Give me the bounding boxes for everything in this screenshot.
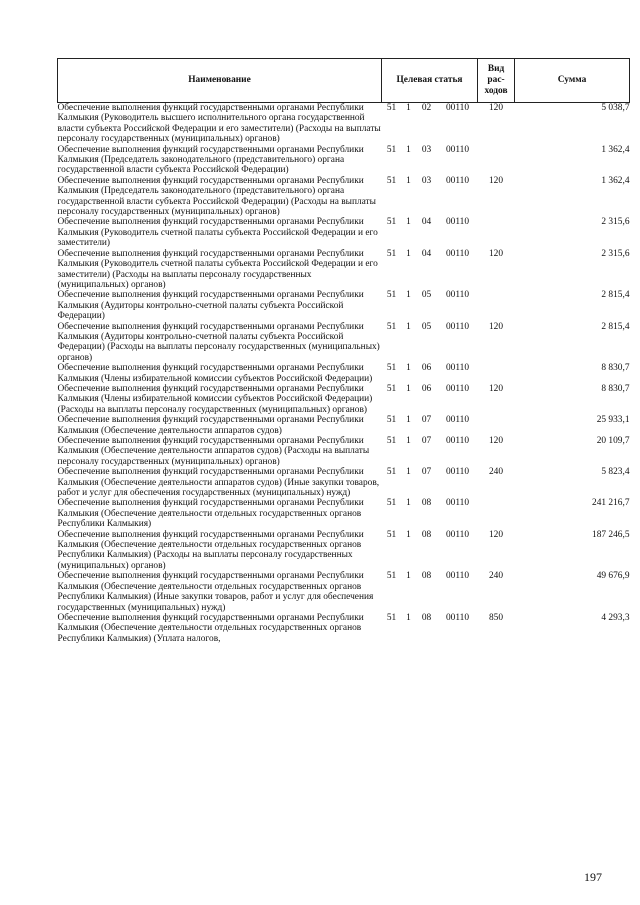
table-row bbox=[58, 571, 630, 613]
budget-table bbox=[57, 58, 630, 644]
row-code-subprogram: 1 bbox=[406, 612, 411, 623]
row-code-main-event: 08 bbox=[421, 529, 432, 540]
row-expense-type bbox=[478, 498, 515, 529]
header-vid-line2: рас- bbox=[487, 75, 505, 85]
row-expense-type: 120 bbox=[488, 529, 504, 540]
row-code-section: 51 bbox=[386, 175, 397, 186]
row-expense-type bbox=[478, 363, 515, 384]
row-code-direction: 00110 bbox=[445, 383, 470, 394]
row-name-cell: Обеспечение выполнения функций государственными органами Республики Калмыкия (Обеспечение деятельности отдельных государственных органов Республики Калмыкия) bbox=[57, 498, 364, 530]
row-code-subprogram: 1 bbox=[406, 175, 411, 186]
row-code-section: 51 bbox=[386, 217, 397, 228]
row-sum-cell: 1 362,4 bbox=[601, 144, 630, 155]
row-code-subprogram: 1 bbox=[406, 467, 411, 478]
table-row bbox=[58, 145, 630, 176]
table-row bbox=[58, 613, 630, 644]
row-expense-type: 240 bbox=[488, 571, 504, 582]
row-expense-type: 120 bbox=[488, 321, 504, 332]
header-vid-line1: Вид bbox=[487, 64, 505, 74]
row-code-main-event: 05 bbox=[421, 321, 432, 332]
row-code-section: 51 bbox=[386, 571, 397, 582]
row-name-cell: Обеспечение выполнения функций государственными органами Республики Калмыкия (Обеспечение деятельности отдельных государственных органов Республики Калмыкия) (Расходы на выплаты персоналу государственных (муниципальных) органов) bbox=[57, 529, 364, 571]
row-code-direction: 00110 bbox=[445, 415, 470, 426]
row-code-section: 51 bbox=[386, 467, 397, 478]
row-code-direction: 00110 bbox=[445, 321, 470, 332]
row-code-section: 51 bbox=[386, 415, 397, 426]
row-expense-type bbox=[478, 145, 515, 176]
row-sum-cell: 5 823,4 bbox=[601, 467, 630, 478]
table-row bbox=[58, 498, 630, 529]
row-code-direction: 00110 bbox=[445, 436, 470, 446]
table-row bbox=[58, 363, 630, 384]
table-row bbox=[58, 384, 630, 415]
row-sum-cell: 2 815,4 bbox=[601, 290, 630, 301]
row-name-cell: Обеспечение выполнения функций государственными органами Республики Калмыкия (Обеспечение деятельности аппаратов судов) (Иные закупки товаров, работ и услуг для обеспечения государственных (муниципальных) нужд) bbox=[57, 467, 380, 499]
row-code-section: 51 bbox=[386, 383, 397, 394]
table-row bbox=[58, 415, 630, 436]
row-expense-type bbox=[478, 290, 515, 321]
row-code-main-event: 07 bbox=[421, 467, 432, 478]
row-sum-cell: 8 830,7 bbox=[601, 363, 630, 374]
row-code-direction: 00110 bbox=[445, 498, 470, 509]
row-sum-cell: 241 216,7 bbox=[592, 498, 630, 509]
row-code-direction: 00110 bbox=[445, 103, 470, 113]
header-vid-line3: ходов bbox=[484, 86, 508, 96]
row-code-subprogram: 1 bbox=[406, 321, 411, 332]
row-name-cell: Обеспечение выполнения функций государственными органами Республики Калмыкия (Обеспечение деятельности отдельных государственных органов Республики Калмыкия) (Уплата налогов, bbox=[57, 612, 364, 644]
row-name-cell: Обеспечение выполнения функций государственными органами Республики Калмыкия (Члены избирательной комиссии субъектов Российской Федерации) bbox=[57, 363, 373, 384]
row-code-section: 51 bbox=[386, 144, 397, 155]
row-code-subprogram: 1 bbox=[406, 144, 411, 155]
row-name-cell: Обеспечение выполнения функций государственными органами Республики Калмыкия (Руководитель высшего исполнительного органа государственной власти субъекта Российской Федерации и его заместители) (Расходы на выплаты персоналу государственных (муниципальных) органов) bbox=[57, 103, 381, 145]
row-name-cell: Обеспечение выполнения функций государственными органами Республики Калмыкия (Члены избирательной комиссии субъектов Российской Федерации) (Расходы на выплаты персоналу государственных (муниципальных) органов) bbox=[57, 383, 373, 415]
row-code-direction: 00110 bbox=[445, 175, 470, 186]
row-code-section: 51 bbox=[386, 612, 397, 623]
header-name: Наименование bbox=[58, 59, 382, 103]
row-code-main-event: 04 bbox=[421, 248, 432, 259]
row-name-cell: Обеспечение выполнения функций государственными органами Республики Калмыкия (Обеспечение деятельности аппаратов судов) bbox=[57, 415, 364, 436]
row-sum-cell: 5 038,7 bbox=[601, 103, 630, 113]
row-expense-type: 120 bbox=[488, 436, 504, 446]
row-sum-cell: 4 293,3 bbox=[601, 612, 630, 623]
table-row bbox=[58, 467, 630, 498]
row-sum-cell: 25 933,1 bbox=[596, 415, 630, 426]
page-number: 197 bbox=[584, 870, 602, 884]
row-sum-cell: 2 315,6 bbox=[601, 217, 630, 228]
row-code-main-event: 08 bbox=[421, 498, 432, 509]
header-target-article: Целевая статья bbox=[382, 59, 478, 103]
row-code-main-event: 03 bbox=[421, 144, 432, 155]
row-code-direction: 00110 bbox=[445, 467, 470, 478]
row-sum-cell: 8 830,7 bbox=[601, 383, 630, 394]
row-sum-cell: 2 315,6 bbox=[601, 248, 630, 259]
table-row bbox=[58, 436, 630, 467]
row-code-section: 51 bbox=[386, 103, 397, 113]
row-code-subprogram: 1 bbox=[406, 217, 411, 228]
row-code-direction: 00110 bbox=[445, 144, 470, 155]
row-code-main-event: 02 bbox=[421, 103, 432, 113]
row-code-main-event: 06 bbox=[421, 383, 432, 394]
row-code-section: 51 bbox=[386, 529, 397, 540]
row-name-cell: Обеспечение выполнения функций государственными органами Республики Калмыкия (Председатель законодательного (представительного) органа государственной власти субъекта Российской Федерации) bbox=[57, 144, 364, 176]
row-sum-cell: 49 676,9 bbox=[596, 571, 630, 582]
row-name-cell: Обеспечение выполнения функций государственными органами Республики Калмыкия (Аудиторы контрольно-счетной палаты субъекта Российской Федерации) (Расходы на выплаты персоналу государственных (муниципальных) органов) bbox=[57, 321, 380, 363]
row-code-subprogram: 1 bbox=[406, 363, 411, 374]
row-code-section: 51 bbox=[386, 290, 397, 301]
row-code-main-event: 05 bbox=[421, 290, 432, 301]
row-expense-type: 850 bbox=[488, 612, 504, 623]
row-code-direction: 00110 bbox=[445, 363, 470, 374]
row-code-subprogram: 1 bbox=[406, 436, 411, 446]
row-code-main-event: 04 bbox=[421, 217, 432, 228]
row-code-subprogram: 1 bbox=[406, 571, 411, 582]
row-code-direction: 00110 bbox=[445, 571, 470, 582]
row-expense-type: 120 bbox=[488, 103, 504, 113]
row-expense-type: 240 bbox=[488, 467, 504, 478]
row-code-direction: 00110 bbox=[445, 217, 470, 228]
table-header-row bbox=[58, 59, 630, 103]
row-code-direction: 00110 bbox=[445, 529, 470, 540]
row-code-section: 51 bbox=[386, 498, 397, 509]
row-expense-type bbox=[478, 415, 515, 436]
row-name-cell: Обеспечение выполнения функций государственными органами Республики Калмыкия (Обеспечение деятельности отдельных государственных органов Республики Калмыкия) (Иные закупки товаров, работ и услуг для обеспечения государственных (муниципальных) нужд) bbox=[57, 571, 374, 613]
table-body bbox=[58, 103, 630, 645]
row-name-cell: Обеспечение выполнения функций государственными органами Республики Калмыкия (Руководитель счетной палаты субъекта Российской Федерации и его заместители) (Расходы на выплаты персоналу государственных (муниципальных) органов) bbox=[57, 248, 378, 290]
row-sum-cell: 2 815,4 bbox=[601, 321, 630, 332]
row-sum-cell: 187 246,5 bbox=[592, 529, 630, 540]
row-code-subprogram: 1 bbox=[406, 383, 411, 394]
table-row bbox=[58, 103, 630, 145]
row-name-cell: Обеспечение выполнения функций государственными органами Республики Калмыкия (Аудиторы контрольно-счетной палаты субъекта Российской Федерации) bbox=[57, 290, 364, 322]
row-name-cell: Обеспечение выполнения функций государственными органами Республики Калмыкия (Председатель законодательного (представительного) органа государственной власти субъекта Российской Федерации) (Расходы на выплаты персоналу государственных (муниципальных) органов) bbox=[57, 175, 376, 218]
row-expense-type: 120 bbox=[488, 248, 504, 259]
row-code-subprogram: 1 bbox=[406, 529, 411, 540]
table-row bbox=[58, 530, 630, 572]
row-code-main-event: 07 bbox=[421, 415, 432, 426]
table-row bbox=[58, 176, 630, 218]
header-expense-type bbox=[478, 59, 515, 103]
row-code-direction: 00110 bbox=[445, 612, 470, 623]
row-code-direction: 00110 bbox=[445, 290, 470, 301]
header-sum: Сумма bbox=[515, 59, 630, 103]
row-code-main-event: 08 bbox=[421, 571, 432, 582]
row-code-main-event: 08 bbox=[421, 612, 432, 623]
row-expense-type bbox=[478, 217, 515, 248]
row-code-main-event: 06 bbox=[421, 363, 432, 374]
row-code-subprogram: 1 bbox=[406, 415, 411, 426]
row-code-subprogram: 1 bbox=[406, 498, 411, 509]
row-name-cell: Обеспечение выполнения функций государственными органами Республики Калмыкия (Руководитель счетной палаты субъекта Российской Федерации и его заместители) bbox=[57, 217, 378, 249]
row-sum-cell: 20 109,7 bbox=[596, 436, 630, 446]
table-row bbox=[58, 217, 630, 248]
table-row bbox=[58, 290, 630, 321]
row-code-section: 51 bbox=[386, 321, 397, 332]
row-expense-type: 120 bbox=[488, 383, 504, 394]
row-sum-cell: 1 362,4 bbox=[601, 175, 630, 186]
row-code-direction: 00110 bbox=[445, 248, 470, 259]
table-row bbox=[58, 322, 630, 364]
table-row bbox=[58, 249, 630, 291]
row-code-section: 51 bbox=[386, 363, 397, 374]
row-code-main-event: 03 bbox=[421, 175, 432, 186]
row-code-subprogram: 1 bbox=[406, 103, 411, 113]
row-expense-type: 120 bbox=[488, 175, 504, 186]
row-code-section: 51 bbox=[386, 248, 397, 259]
row-name-cell: Обеспечение выполнения функций государственными органами Республики Калмыкия (Обеспечение деятельности аппаратов судов) (Расходы на выплаты персоналу государственных (муниципальных) органов) bbox=[57, 436, 370, 467]
row-code-subprogram: 1 bbox=[406, 290, 411, 301]
row-code-main-event: 07 bbox=[421, 436, 432, 446]
row-code-section: 51 bbox=[386, 436, 397, 446]
row-code-subprogram: 1 bbox=[406, 248, 411, 259]
